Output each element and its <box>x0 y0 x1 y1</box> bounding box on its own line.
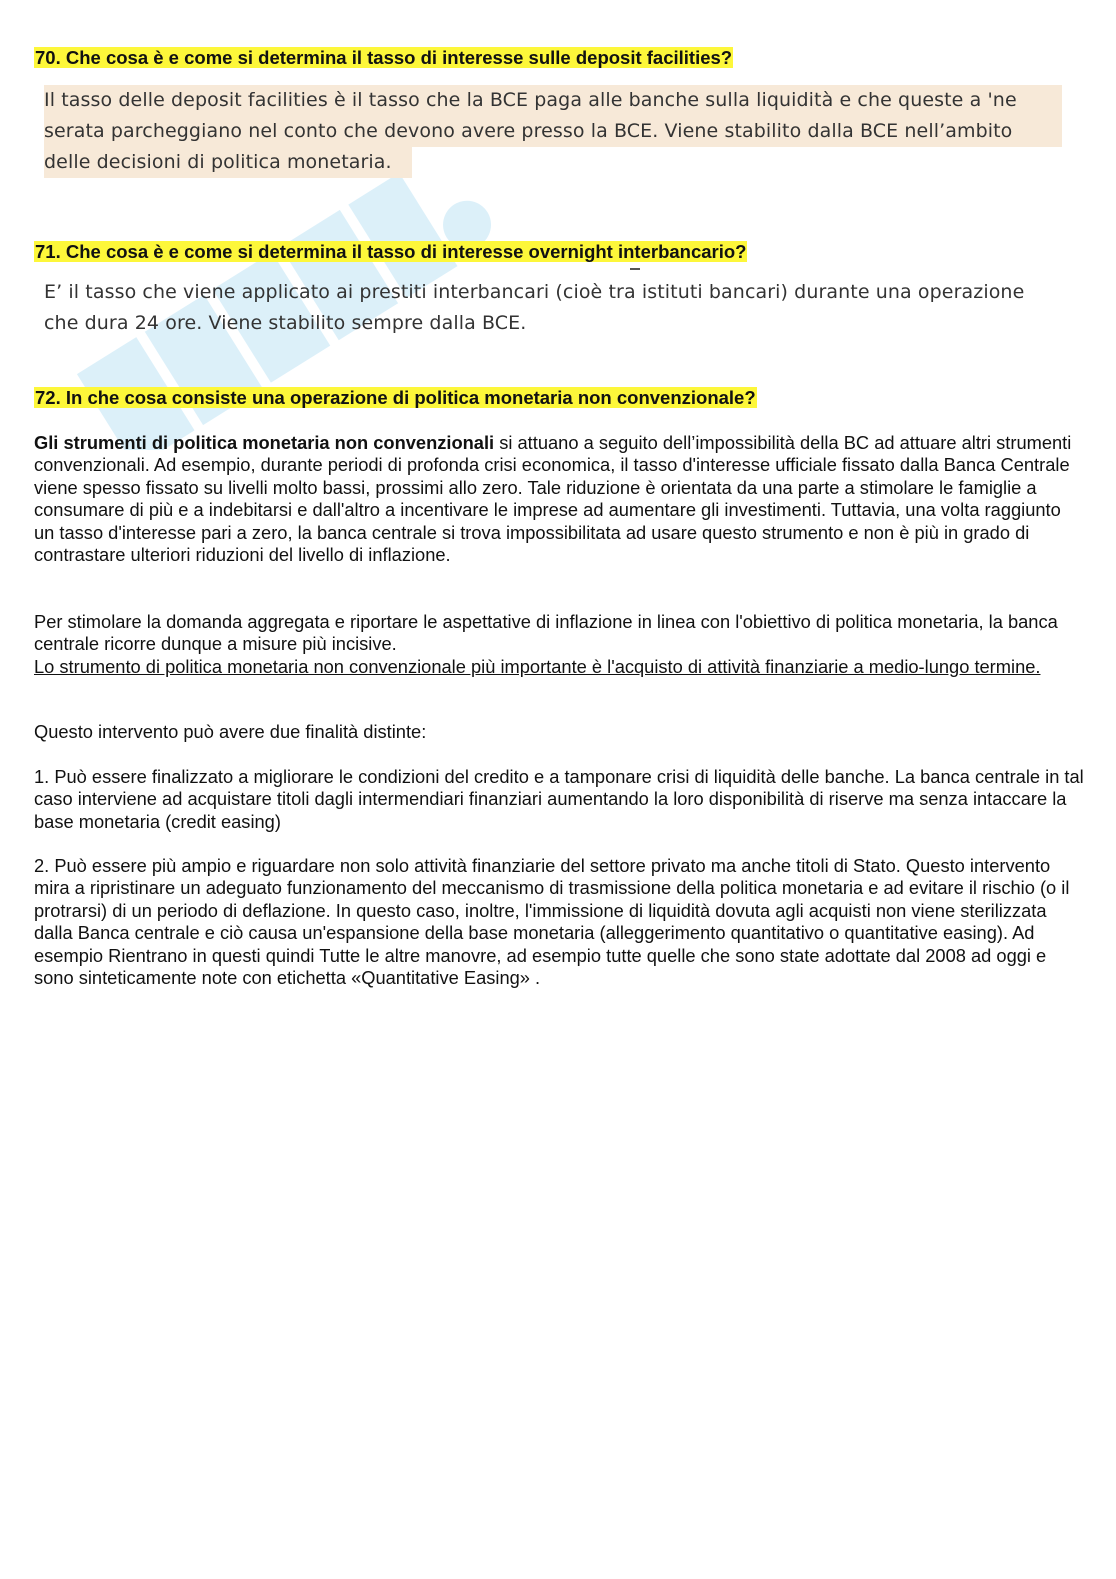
answer-72-key-instrument: Lo strumento di politica monetaria non convenzionale più importante è l'acquisto di attività finanziarie a medio-lungo termine. <box>34 655 1041 677</box>
question-71-title-text: 71. Che cosa è e come si determina il tasso di interesse overnight interbancario? <box>35 241 747 262</box>
question-71-title <box>34 240 747 264</box>
answer-72-paragraph-3-text: Questo intervento può avere due finalità distinte: <box>34 721 427 742</box>
answer-72-item-1 <box>34 766 1084 833</box>
scan-artifact-mark <box>630 268 640 270</box>
question-72-title-text: 72. In che cosa consiste una operazione di politica monetaria non convenzionale? <box>35 387 756 408</box>
question-70-title <box>34 46 733 70</box>
answer-71-line-1: E’ il tasso che viene applicato ai prestiti interbancari (cioè tra istituti bancari) durante una operazione <box>44 281 1025 303</box>
answer-72-paragraph-2 <box>34 611 1084 678</box>
question-70-answer <box>44 85 1062 178</box>
question-72-title <box>34 386 757 410</box>
answer-70-line-3: delle decisioni di politica monetaria. <box>44 147 412 178</box>
answer-70-line-2: serata parcheggiano nel conto che devono avere presso la BCE. Viene stabilito dalla BCE nell’ambito <box>44 116 1062 147</box>
answer-72-item-2 <box>34 855 1084 989</box>
answer-71-line-2: che dura 24 ore. Viene stabilito sempre dalla BCE. <box>44 312 527 334</box>
question-70-title-text: 70. Che cosa è e come si determina il tasso di interesse sulle deposit facilities? <box>35 47 733 68</box>
answer-72-paragraph-3 <box>34 721 1084 743</box>
answer-72-lead-term: Gli strumenti di politica monetaria non convenzionali <box>34 432 495 453</box>
answer-72-paragraph-1-text: si attuano a seguito dell’impossibilità della BC ad attuare altri strumenti convenzionali. Ad esempio, durante periodi di profonda crisi economica, il tasso d'interesse ufficiale fissato dalla Banca Centrale viene spesso fissato su livelli molto bassi, prossimi allo zero. Tale riduzione è orientata da una parte a stimolare le famiglie a consumare di più e a indebitarsi e dall'altro a incentivare le imprese ad aumentare gli investimenti. Tuttavia, una volta raggiunto un tasso d'interesse pari a zero, la banca centrale si trova impossibilitata ad usare questo strumento e non è più in grado di contrastare ulteriori riduzioni del livello di inflazione. <box>34 432 1072 566</box>
answer-72-paragraph-2-text: Per stimolare la domanda aggregata e riportare le aspettative di inflazione in linea con l'obiettivo di politica monetaria, la banca centrale ricorre dunque a misure più incisive. <box>34 611 1058 655</box>
answer-72-item-1-text: 1. Può essere finalizzato a migliorare le condizioni del credito e a tamponare crisi di liquidità delle banche. La banca centrale in tal caso interviene ad acquistare titoli dagli intermendiari finanziari aumentando la loro disponibilità di riserve ma senza intaccare la base monetaria (credit easing) <box>34 766 1084 832</box>
answer-72-item-2-text: 2. Può essere più ampio e riguardare non solo attività finanziarie del settore privato ma anche titoli di Stato. Questo intervento mira a ripristinare un adeguato funzionamento del meccanismo di trasmissione della politica monetaria e ad evitare il rischio (o il protrarsi) di un periodo di deflazione. In questo caso, inoltre, l'immissione di liquidità dovuta agli acquisti non viene sterilizzata dalla Banca centrale e ciò causa un'espansione della base monetaria (alleggerimento quantitativo o quantitative easing). Ad esempio Rientrano in questi quindi Tutte le altre manovre, ad esempio tutte quelle che sono state adottate dal 2008 ad oggi e sono sinteticamente note con etichetta «Quantitative Easing» . <box>34 855 1070 989</box>
answer-70-line-1: Il tasso delle deposit facilities è il tasso che la BCE paga alle banche sulla liquidità e che queste a 'ne <box>44 85 1062 116</box>
answer-72-paragraph-1 <box>34 432 1084 566</box>
question-71-answer <box>44 277 1024 339</box>
